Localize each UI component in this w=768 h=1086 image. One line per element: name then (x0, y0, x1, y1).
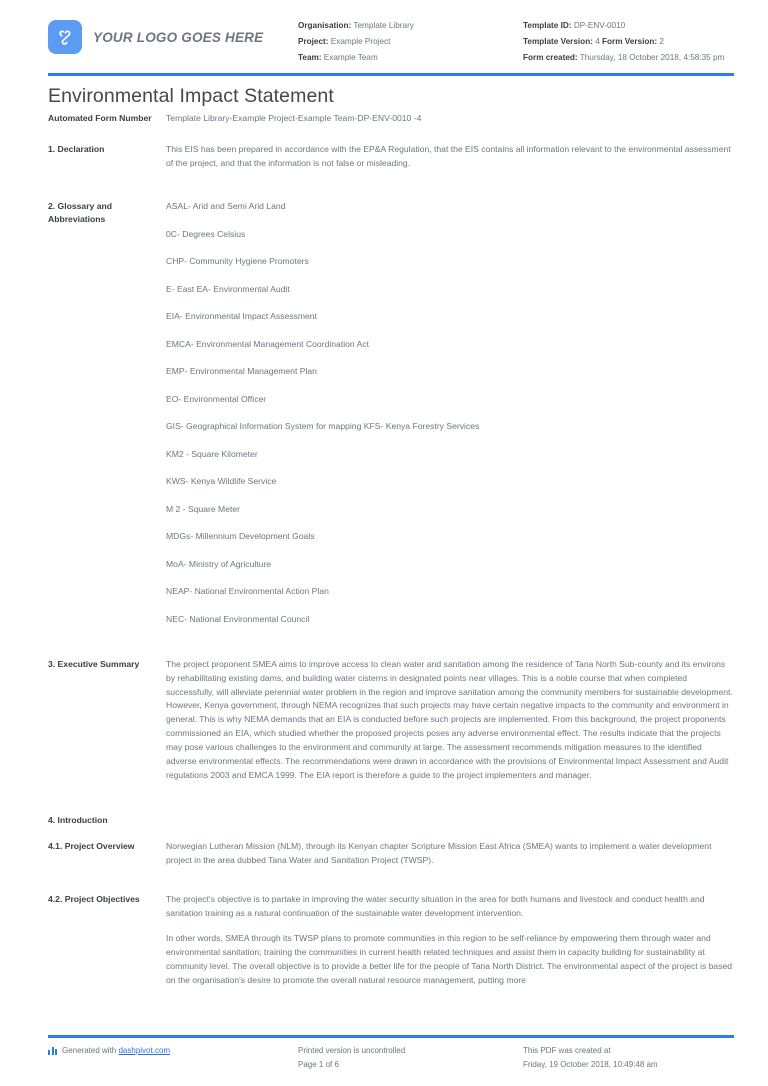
project-overview-text: Norwegian Lutheran Mission (NLM), through its Kenyan chapter Scripture Mission East Africa (SMEA) wants to implement a water development project in the area dubbed Tana Water and Sanitation Project (TWSP). (166, 841, 712, 866)
meta-project-key: Project: (298, 36, 329, 46)
brand-logo-icon (48, 20, 82, 54)
glossary-item: M 2 - Square Meter (166, 503, 241, 514)
executive-summary-label: 3. Executive Summary (48, 658, 140, 669)
meta-project (298, 34, 523, 50)
meta-organisation (298, 18, 523, 34)
meta-template-version-key: Template Version: (523, 36, 593, 46)
glossary-item: NEAP- National Environmental Action Plan (166, 586, 329, 597)
meta-template-version-value: 4 (595, 36, 600, 46)
document-header (0, 0, 768, 65)
section-automated-form-number (48, 112, 734, 126)
declaration-text: This EIS has been prepared in accordance with the EP&A Regulation, that the EIS contains all information relevant to the environmental assessment of the project, and that the information is not false or misleading. (166, 144, 731, 169)
header-divider (48, 73, 734, 76)
page-title: Environmental Impact Statement (48, 85, 334, 108)
meta-team (298, 50, 523, 66)
footer-created-at (523, 1044, 734, 1072)
meta-form-created (523, 50, 734, 66)
glossary-item: EMCA- Environmental Management Coordination Act (166, 338, 370, 349)
glossary-item: KM2 - Square Kilometer (166, 448, 258, 459)
section-glossary (48, 200, 734, 627)
meta-template-id (523, 18, 734, 34)
glossary-item: EO- Environmental Officer (166, 393, 267, 404)
document-body (0, 112, 768, 987)
section-project-objectives (48, 893, 734, 988)
header-meta-template (523, 14, 734, 65)
introduction-label: 4. Introduction (48, 814, 108, 825)
footer-created-date: Friday, 19 October 2018, 10:49:48 am (523, 1060, 658, 1069)
section-introduction (48, 814, 734, 827)
logo-block (48, 14, 298, 54)
dashpivot-link[interactable]: dashpivot.com (118, 1046, 171, 1055)
meta-organisation-value: Template Library (353, 21, 414, 30)
footer-created-label: This PDF was created at (523, 1046, 611, 1055)
glossary-item: GIS- Geographical Information System for mapping KFS- Kenya Forestry Services (166, 421, 480, 432)
bar-chart-icon (48, 1046, 57, 1055)
meta-form-created-key: Form created: (523, 52, 578, 62)
glossary-list (166, 200, 734, 627)
meta-form-version-value: 2 (659, 36, 664, 46)
glossary-item: E- East EA- Environmental Audit (166, 283, 290, 294)
project-objectives-paragraph-2: In other words, SMEA through its TWSP plans to promote communities in this region to be self-reliance by empowering them through water and environmental sanitation; training the communities in current health related techniques and assist them in capacity building for sustainability at community level. The overall objective is to provide a better life for the people of Tana North District. The environmental aspect of the project is based on the organisation's desire to promote the overall natural resource management, putting more (166, 932, 733, 985)
automated-form-number-label: Automated Form Number (48, 113, 152, 124)
glossary-item: ASAL- Arid and Semi Arid Land (166, 201, 286, 212)
glossary-item: 0C- Degrees Celsius (166, 228, 246, 239)
glossary-item: MoA- Ministry of Agriculture (166, 558, 272, 569)
meta-form-created-value: Thursday, 18 October 2018, 4:58:35 pm (579, 52, 725, 62)
project-overview-label: 4.1. Project Overview (48, 841, 135, 852)
meta-team-value: Example Team (323, 52, 378, 62)
footer-generated-with (48, 1044, 298, 1058)
meta-template-id-key: Template ID: (523, 21, 572, 30)
header-meta-organisation (298, 14, 523, 65)
footer-page-number: Page 1 of 6 (298, 1060, 339, 1069)
footer-printed-uncontrolled: Printed version is uncontrolled (298, 1046, 406, 1055)
footer-generated-prefix: Generated with (62, 1046, 119, 1055)
meta-form-version-key: Form Version: (602, 36, 658, 46)
glossary-item: CHP- Community Hygiene Promoters (166, 256, 309, 267)
meta-template-id-value: DP-ENV-0010 (573, 21, 626, 30)
glossary-item: NEC- National Environmental Council (166, 613, 310, 624)
automated-form-number-value: Template Library-Example Project-Example Team-DP-ENV-0010 -4 (166, 113, 422, 124)
section-project-overview (48, 840, 734, 868)
logo-text: YOUR LOGO GOES HERE (93, 29, 264, 45)
project-objectives-label: 4.2. Project Objectives (48, 894, 140, 905)
glossary-label: 2. Glossary and Abbreviations (48, 201, 113, 225)
project-objectives-paragraph-1: The project's objective is to partake in improving the water security situation in the area for both humans and livestock and conduct health and sanitation training as a natural continuation of the sustainable water development intervention. (166, 894, 705, 919)
executive-summary-text: The project proponent SMEA aims to improve access to clean water and sanitation among the residence of Tana North Sub-county and its environs by rehabilitating existing dams, and building water cisterns in designated points near villages. This is a noble course that when completed successfully, will alleviate perennial water problem in the region and improve sanitation among the community members for sustainable development. However, Kenya government, through NEMA recognizes that such projects may have certain negative impacts to the community and environment in general. This is why NEMA demands that an EIA is conducted before such projects are implemented. From this background, the project proponents commissioned an EIA, which studied whether the proposed projects poses any adverse environmental effect. The results indicate that the projects may pose various challenges to the environment and community at large. The assessment recommends mitigation measures to the identified adverse environmental effects. The recommendations were drawn in accordance with the provisions of Environmental Impact Assessment and Audit regulations 2003 and EMCA 1999. The EIA report is therefore a guide to the project implementers and manager. (166, 658, 733, 781)
glossary-item: EMP- Environmental Management Plan (166, 366, 317, 377)
section-declaration (48, 143, 734, 171)
glossary-item: MDGs- Millennium Development Goals (166, 531, 315, 542)
meta-organisation-key: Organisation: (298, 21, 352, 30)
document-footer (0, 1035, 768, 1072)
glossary-item: EIA- Environmental Impact Assessment (166, 311, 317, 322)
meta-template-version (523, 34, 734, 50)
meta-project-value: Example Project (330, 36, 391, 46)
declaration-label: 1. Declaration (48, 144, 105, 155)
section-executive-summary (48, 658, 734, 783)
footer-print-status (298, 1044, 523, 1072)
project-objectives-text (166, 893, 734, 988)
glossary-item: KWS- Kenya Wildlife Service (166, 476, 277, 487)
meta-team-key: Team: (298, 52, 322, 62)
